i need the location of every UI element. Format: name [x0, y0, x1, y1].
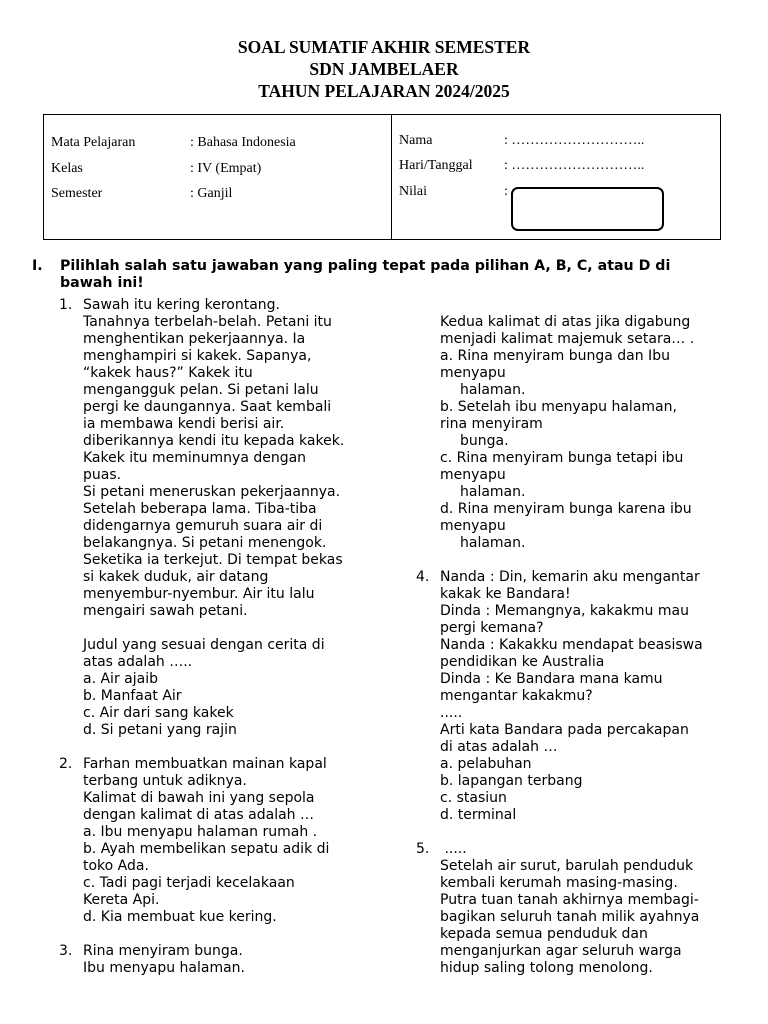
question-3 [59, 943, 389, 977]
question-prompt: di atas adalah … [440, 739, 558, 755]
name-label: Nama [399, 133, 433, 148]
answer-option-c[interactable]: c. stasiun [440, 790, 507, 806]
section-instruction [60, 258, 740, 292]
text-line: ..... [440, 841, 467, 857]
dialog-line: Nanda : Din, kemarin aku mengantar [440, 569, 700, 585]
question-prompt: Kalimat di bawah ini yang sepola [83, 790, 315, 806]
answer-option-b[interactable]: b. Manfaat Air [83, 688, 182, 704]
answer-option-a[interactable]: a. pelabuhan [440, 756, 532, 772]
date-label: Hari/Tanggal [399, 158, 473, 173]
question-3-continued [416, 314, 736, 552]
question-1 [59, 297, 389, 739]
text-line: menyembur-nyembur. Air itu lalu [83, 586, 315, 602]
section-number: I. [32, 258, 43, 274]
name-field[interactable]: : ……………………….. [504, 133, 645, 148]
answer-option-b[interactable]: b. Setelah ibu menyapu halaman, [440, 399, 677, 415]
question-number: 5. [416, 841, 430, 857]
text-line: Rina menyiram bunga. [83, 943, 243, 959]
question-number: 2. [59, 756, 73, 772]
answer-option-b[interactable]: b. Ayah membelikan sepatu adik di [83, 841, 330, 857]
text-line: hidup saling tolong menolong. [440, 960, 653, 976]
text-line: Seketika ia terkejut. Di tempat bekas [83, 552, 343, 568]
question-prompt: Kedua kalimat di atas jika digabung [440, 314, 691, 330]
left-column [59, 297, 389, 977]
dialog-line: Dinda : Memangnya, kakakmu mau [440, 603, 689, 619]
question-number: 1. [59, 297, 73, 313]
text-line: pergi ke daungannya. Saat kembali [83, 399, 332, 415]
text-line: kembali kerumah masing-masing. [440, 875, 678, 891]
dialog-line: Dinda : Ke Bandara mana kamu [440, 671, 663, 687]
text-line: Kakek itu meminumnya dengan [83, 450, 307, 466]
text-line: bagikan seluruh tanah milik ayahnya [440, 909, 700, 925]
answer-option-d[interactable]: d. terminal [440, 807, 517, 823]
question-prompt: Arti kata Bandara pada percakapan [440, 722, 689, 738]
answer-option-c-cont: menyapu [440, 467, 506, 483]
instruction-line: bawah ini! [60, 275, 144, 291]
document-title [0, 36, 768, 102]
answer-option-a-cont: menyapu [440, 365, 506, 381]
question-prompt: atas adalah ….. [83, 654, 193, 670]
date-field[interactable]: : ……………………….. [504, 158, 645, 173]
question-5 [416, 841, 736, 977]
question-4 [416, 569, 736, 824]
text-line: menganjurkan agar seluruh warga [440, 943, 682, 959]
text-line: didengarnya gemuruh suara air di [83, 518, 323, 534]
score-colon: : [504, 184, 508, 199]
text-line: terbang untuk adiknya. [83, 773, 247, 789]
answer-option-a-tail: halaman. [460, 382, 526, 398]
text-line: puas. [83, 467, 122, 483]
class-label: Kelas [51, 161, 83, 176]
instruction-line: Pilihlah salah satu jawaban yang paling tepat pada pilihan A, B, C, atau D di [60, 258, 671, 274]
text-line: Farhan membuatkan mainan kapal [83, 756, 327, 772]
dialog-line: pendidikan ke Australia [440, 654, 605, 670]
text-line: Putra tuan tanah akhirnya membagi- [440, 892, 699, 908]
question-2 [59, 756, 389, 926]
question-prompt: Judul yang sesuai dengan cerita di [83, 637, 325, 653]
answer-option-c[interactable]: c. Air dari sang kakek [83, 705, 234, 721]
right-column [416, 314, 736, 977]
answer-option-a[interactable]: a. Rina menyiram bunga dan Ibu [440, 348, 670, 364]
title-line-1: SOAL SUMATIF AKHIR SEMESTER [237, 37, 531, 57]
answer-option-d[interactable]: d. Si petani yang rajin [83, 722, 237, 738]
score-box[interactable] [511, 187, 664, 231]
answer-option-a[interactable]: a. Ibu menyapu halaman rumah . [83, 824, 318, 840]
answer-option-c-cont: Kereta Api. [83, 892, 160, 908]
question-number: 3. [59, 943, 73, 959]
answer-option-b[interactable]: b. lapangan terbang [440, 773, 583, 789]
dialog-line: Nanda : Kakakku mendapat beasiswa [440, 637, 703, 653]
text-line: Si petani meneruskan pekerjaannya. [83, 484, 341, 500]
answer-option-c[interactable]: c. Rina menyiram bunga tetapi ibu [440, 450, 684, 466]
text-line: mengairi sawah petani. [83, 603, 248, 619]
answer-option-b-tail: bunga. [460, 433, 509, 449]
answer-option-a[interactable]: a. Air ajaib [83, 671, 158, 687]
text-line: menghampiri si kakek. Sapanya, [83, 348, 312, 364]
answer-option-d-cont: menyapu [440, 518, 506, 534]
dialog-line: ..... [440, 705, 463, 721]
text-line: belakangnya. Si petani menengok. [83, 535, 327, 551]
class-value: : IV (Empat) [190, 161, 262, 176]
answer-option-b-cont: toko Ada. [83, 858, 149, 874]
score-label: Nilai [399, 184, 427, 199]
text-line: Tanahnya terbelah-belah. Petani itu [83, 314, 332, 330]
title-line-3: TAHUN PELAJARAN 2024/2025 [258, 81, 510, 101]
semester-value: : Ganjil [190, 186, 233, 201]
answer-option-c-tail: halaman. [460, 484, 526, 500]
answer-option-d[interactable]: d. Kia membuat kue kering. [83, 909, 277, 925]
title-line-2: SDN JAMBELAER [309, 59, 459, 79]
text-line: kepada semua penduduk dan [440, 926, 648, 942]
subject-value: : Bahasa Indonesia [190, 135, 296, 150]
question-number: 4. [416, 569, 430, 585]
answer-option-c[interactable]: c. Tadi pagi terjadi kecelakaan [83, 875, 295, 891]
text-line: si kakek duduk, air datang [83, 569, 269, 585]
text-line: menghentikan pekerjaannya. Ia [83, 331, 306, 347]
text-line: Sawah itu kering kerontang. [83, 297, 280, 313]
text-line: ia membawa kendi berisi air. [83, 416, 285, 432]
answer-option-d[interactable]: d. Rina menyiram bunga karena ibu [440, 501, 692, 517]
dialog-line: kakak ke Bandara! [440, 586, 571, 602]
answer-option-d-tail: halaman. [460, 535, 526, 551]
text-line: Setelah air surut, barulah penduduk [440, 858, 694, 874]
text-line: “kakek haus?” Kakek itu [83, 365, 253, 381]
text-line: diberikannya kendi itu kepada kakek. [83, 433, 345, 449]
question-prompt: menjadi kalimat majemuk setara… . [440, 331, 695, 347]
info-divider [391, 115, 392, 239]
text-line: mengangguk pelan. Si petani lalu [83, 382, 319, 398]
text-line: Setelah beberapa lama. Tiba-tiba [83, 501, 317, 517]
text-line: Ibu menyapu halaman. [83, 960, 245, 976]
answer-option-b-cont: rina menyiram [440, 416, 543, 432]
question-prompt: dengan kalimat di atas adalah … [83, 807, 314, 823]
semester-label: Semester [51, 186, 103, 201]
dialog-line: mengantar kakakmu? [440, 688, 593, 704]
subject-label: Mata Pelajaran [51, 135, 136, 150]
student-info-box [43, 114, 721, 240]
dialog-line: pergi kemana? [440, 620, 544, 636]
